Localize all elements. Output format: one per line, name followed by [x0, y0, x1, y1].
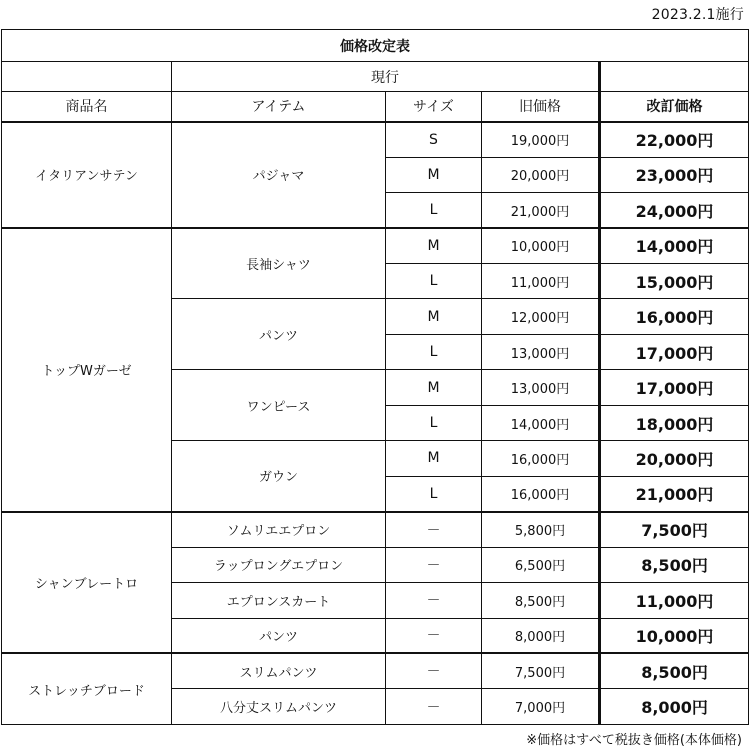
table-row [2, 653, 749, 688]
old-price-cell: 8,000円 [482, 618, 600, 653]
old-price-cell: 20,000円 [482, 157, 600, 192]
col-header-product: 商品名 [2, 92, 172, 122]
product-name-cell: イタリアンサテン [2, 122, 172, 228]
old-price-cell: 5,800円 [482, 512, 600, 547]
new-price-cell: 11,000円 [600, 583, 749, 618]
table-row [2, 228, 749, 263]
column-header-row [2, 92, 749, 122]
product-name-cell: シャンブレートロ [2, 512, 172, 654]
size-cell: － [386, 583, 482, 618]
old-price-cell: 7,000円 [482, 689, 600, 725]
size-cell: M [386, 299, 482, 334]
old-price-cell: 21,000円 [482, 193, 600, 228]
size-cell: M [386, 370, 482, 405]
size-cell: L [386, 334, 482, 369]
size-cell: M [386, 157, 482, 192]
old-price-cell: 13,000円 [482, 370, 600, 405]
new-price-cell: 10,000円 [600, 618, 749, 653]
new-price-cell: 17,000円 [600, 370, 749, 405]
table-row [2, 122, 749, 157]
item-name-cell: ソムリエエプロン [172, 512, 386, 547]
old-price-cell: 16,000円 [482, 476, 600, 511]
col-header-size: サイズ [386, 92, 482, 122]
size-cell: － [386, 618, 482, 653]
new-price-cell: 24,000円 [600, 193, 749, 228]
item-name-cell: ワンピース [172, 370, 386, 441]
size-cell: － [386, 547, 482, 582]
new-price-cell: 15,000円 [600, 263, 749, 298]
size-cell: － [386, 512, 482, 547]
size-cell: M [386, 228, 482, 263]
table-row [2, 512, 749, 547]
old-price-cell: 10,000円 [482, 228, 600, 263]
item-name-cell: パンツ [172, 618, 386, 653]
col-header-new-price: 改訂価格 [600, 92, 749, 122]
item-name-cell: ガウン [172, 441, 386, 512]
old-price-cell: 8,500円 [482, 583, 600, 618]
old-price-cell: 14,000円 [482, 405, 600, 440]
size-cell: L [386, 476, 482, 511]
old-price-cell: 12,000円 [482, 299, 600, 334]
item-name-cell: パンツ [172, 299, 386, 370]
size-cell: L [386, 193, 482, 228]
col-header-old-price: 旧価格 [482, 92, 600, 122]
new-price-cell: 22,000円 [600, 122, 749, 157]
effective-date: 2023.2.1施行 [651, 7, 744, 23]
size-cell: L [386, 405, 482, 440]
item-name-cell: ラップロングエプロン [172, 547, 386, 582]
new-price-cell: 8,000円 [600, 689, 749, 725]
size-cell: － [386, 689, 482, 725]
old-price-cell: 7,500円 [482, 653, 600, 688]
item-name-cell: 八分丈スリムパンツ [172, 689, 386, 725]
current-group-header: 現行 [172, 62, 600, 92]
old-price-cell: 6,500円 [482, 547, 600, 582]
old-price-cell: 19,000円 [482, 122, 600, 157]
size-cell: M [386, 441, 482, 476]
item-name-cell: スリムパンツ [172, 653, 386, 688]
price-revision-table [1, 29, 749, 725]
new-price-cell: 20,000円 [600, 441, 749, 476]
size-cell: － [386, 653, 482, 688]
old-price-cell: 16,000円 [482, 441, 600, 476]
new-price-cell: 14,000円 [600, 228, 749, 263]
size-cell: L [386, 263, 482, 298]
new-price-cell: 7,500円 [600, 512, 749, 547]
old-price-cell: 11,000円 [482, 263, 600, 298]
item-name-cell: エプロンスカート [172, 583, 386, 618]
new-price-cell: 8,500円 [600, 653, 749, 688]
size-cell: S [386, 122, 482, 157]
product-name-cell: トップWガーゼ [2, 228, 172, 512]
new-price-cell: 16,000円 [600, 299, 749, 334]
blank-cell [2, 62, 172, 92]
new-price-cell: 17,000円 [600, 334, 749, 369]
item-name-cell: パジャマ [172, 122, 386, 228]
blank-cell [600, 62, 749, 92]
new-price-cell: 8,500円 [600, 547, 749, 582]
new-price-cell: 23,000円 [600, 157, 749, 192]
product-name-cell: ストレッチブロード [2, 653, 172, 724]
new-price-cell: 18,000円 [600, 405, 749, 440]
col-header-item: アイテム [172, 92, 386, 122]
title-row [2, 30, 749, 62]
table-title: 価格改定表 [2, 30, 749, 62]
item-name-cell: 長袖シャツ [172, 228, 386, 299]
old-price-cell: 13,000円 [482, 334, 600, 369]
new-price-cell: 21,000円 [600, 476, 749, 511]
tax-footnote: ※価格はすべて税抜き価格(本体価格) [526, 733, 742, 748]
group-header-row [2, 62, 749, 92]
